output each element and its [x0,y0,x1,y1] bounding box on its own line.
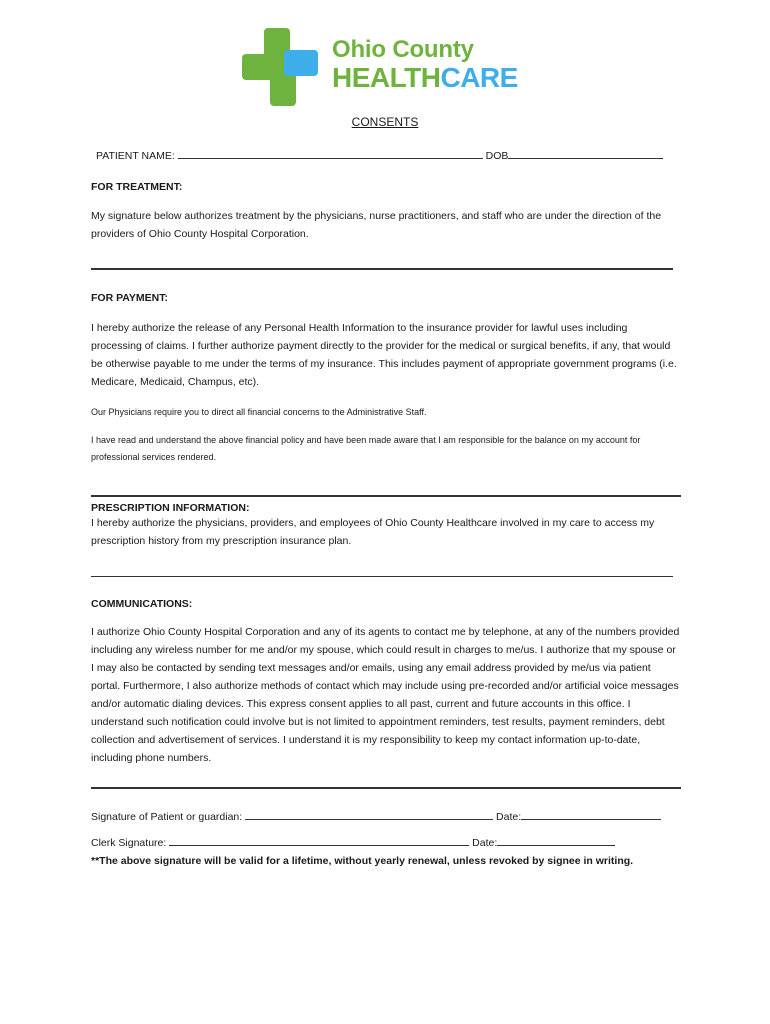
payment-note-1: Our Physicians require you to direct all financial concerns to the Administrative Staff. [91,407,427,417]
communications-body: I authorize Ohio County Hospital Corporation and any of its agents to contact me by telephone, at any of the numbers provided including any wireless number for me and/or my spouse, which could result in charges to me/us. I authorize that my spouse or I may also be contacted by sending text messages and/or emails, using any email address provided by me/us via patient portal. Furthermore, I also authorize methods of contact which may include using pre-recorded and/or artificial voice messages and/or automatic dialing devices. This express consent applies to all past, current and future accounts in this office. I understand such notification could involve but is not limited to appointment reminders, test results, payment reminders, debt collection and advertisement of services. I understand it is my responsibility to keep my contact information up-to-date, including phone numbers. [91,626,680,764]
payment-body: I hereby authorize the release of any Personal Health Information to the insurance provider for lawful uses including processing of claims. I further authorize payment directly to the provider for the medical or surgical benefits, if any, that would be otherwise payable to me under the terms of my insurance. This includes payment of appropriate government programs (i.e. Medicare, Medicaid, Champus, etc). [91,322,677,388]
logo-line1: Ohio County [332,36,474,63]
patient-info-row [96,147,663,162]
prescription-heading: PRESCRIPTION INFORMATION: [91,502,250,514]
signature-footnote: **The above signature will be valid for a lifetime, without yearly renewal, unless revoked by signee in writing. [91,855,634,867]
logo-care: CARE [440,62,518,93]
patient-name-field[interactable] [178,147,483,159]
patient-name-label: PATIENT NAME: [96,150,175,162]
payment-note-2: I have read and understand the above financial policy and have been made aware that I am responsible for the balance on my account for professional services rendered. [91,435,641,462]
divider [91,787,681,789]
divider [91,495,681,497]
clerk-signature-row [91,834,615,849]
patient-signature-label: Signature of Patient or guardian: [91,811,243,823]
ohio-county-healthcare-logo [240,26,540,110]
logo-health: HEALTH [332,62,441,93]
clerk-signature-field[interactable] [169,834,469,846]
communications-heading: COMMUNICATIONS: [91,598,193,610]
treatment-body: My signature below authorizes treatment by the physicians, nurse practitioners, and staff who are under the direction of the providers of Ohio County Hospital Corporation. [91,210,662,240]
prescription-body: I hereby authorize the physicians, providers, and employees of Ohio County Healthcare involved in my care to access my prescription history from my prescription insurance plan. [91,517,655,547]
divider [91,576,673,577]
treatment-heading: FOR TREATMENT: [91,181,183,193]
page-title: CONSENTS [351,115,419,129]
divider [91,268,673,270]
payment-heading: FOR PAYMENT: [91,292,169,304]
patient-date-label: Date: [496,811,522,823]
clerk-signature-label: Clerk Signature: [91,837,167,849]
clerk-date-label: Date: [472,837,498,849]
dob-field[interactable] [508,147,663,159]
patient-signature-field[interactable] [245,808,493,820]
clerk-date-field[interactable] [497,834,615,846]
cross-icon [240,26,324,110]
dob-label: DOB [485,150,509,162]
patient-date-field[interactable] [521,808,661,820]
patient-signature-row [91,808,661,823]
